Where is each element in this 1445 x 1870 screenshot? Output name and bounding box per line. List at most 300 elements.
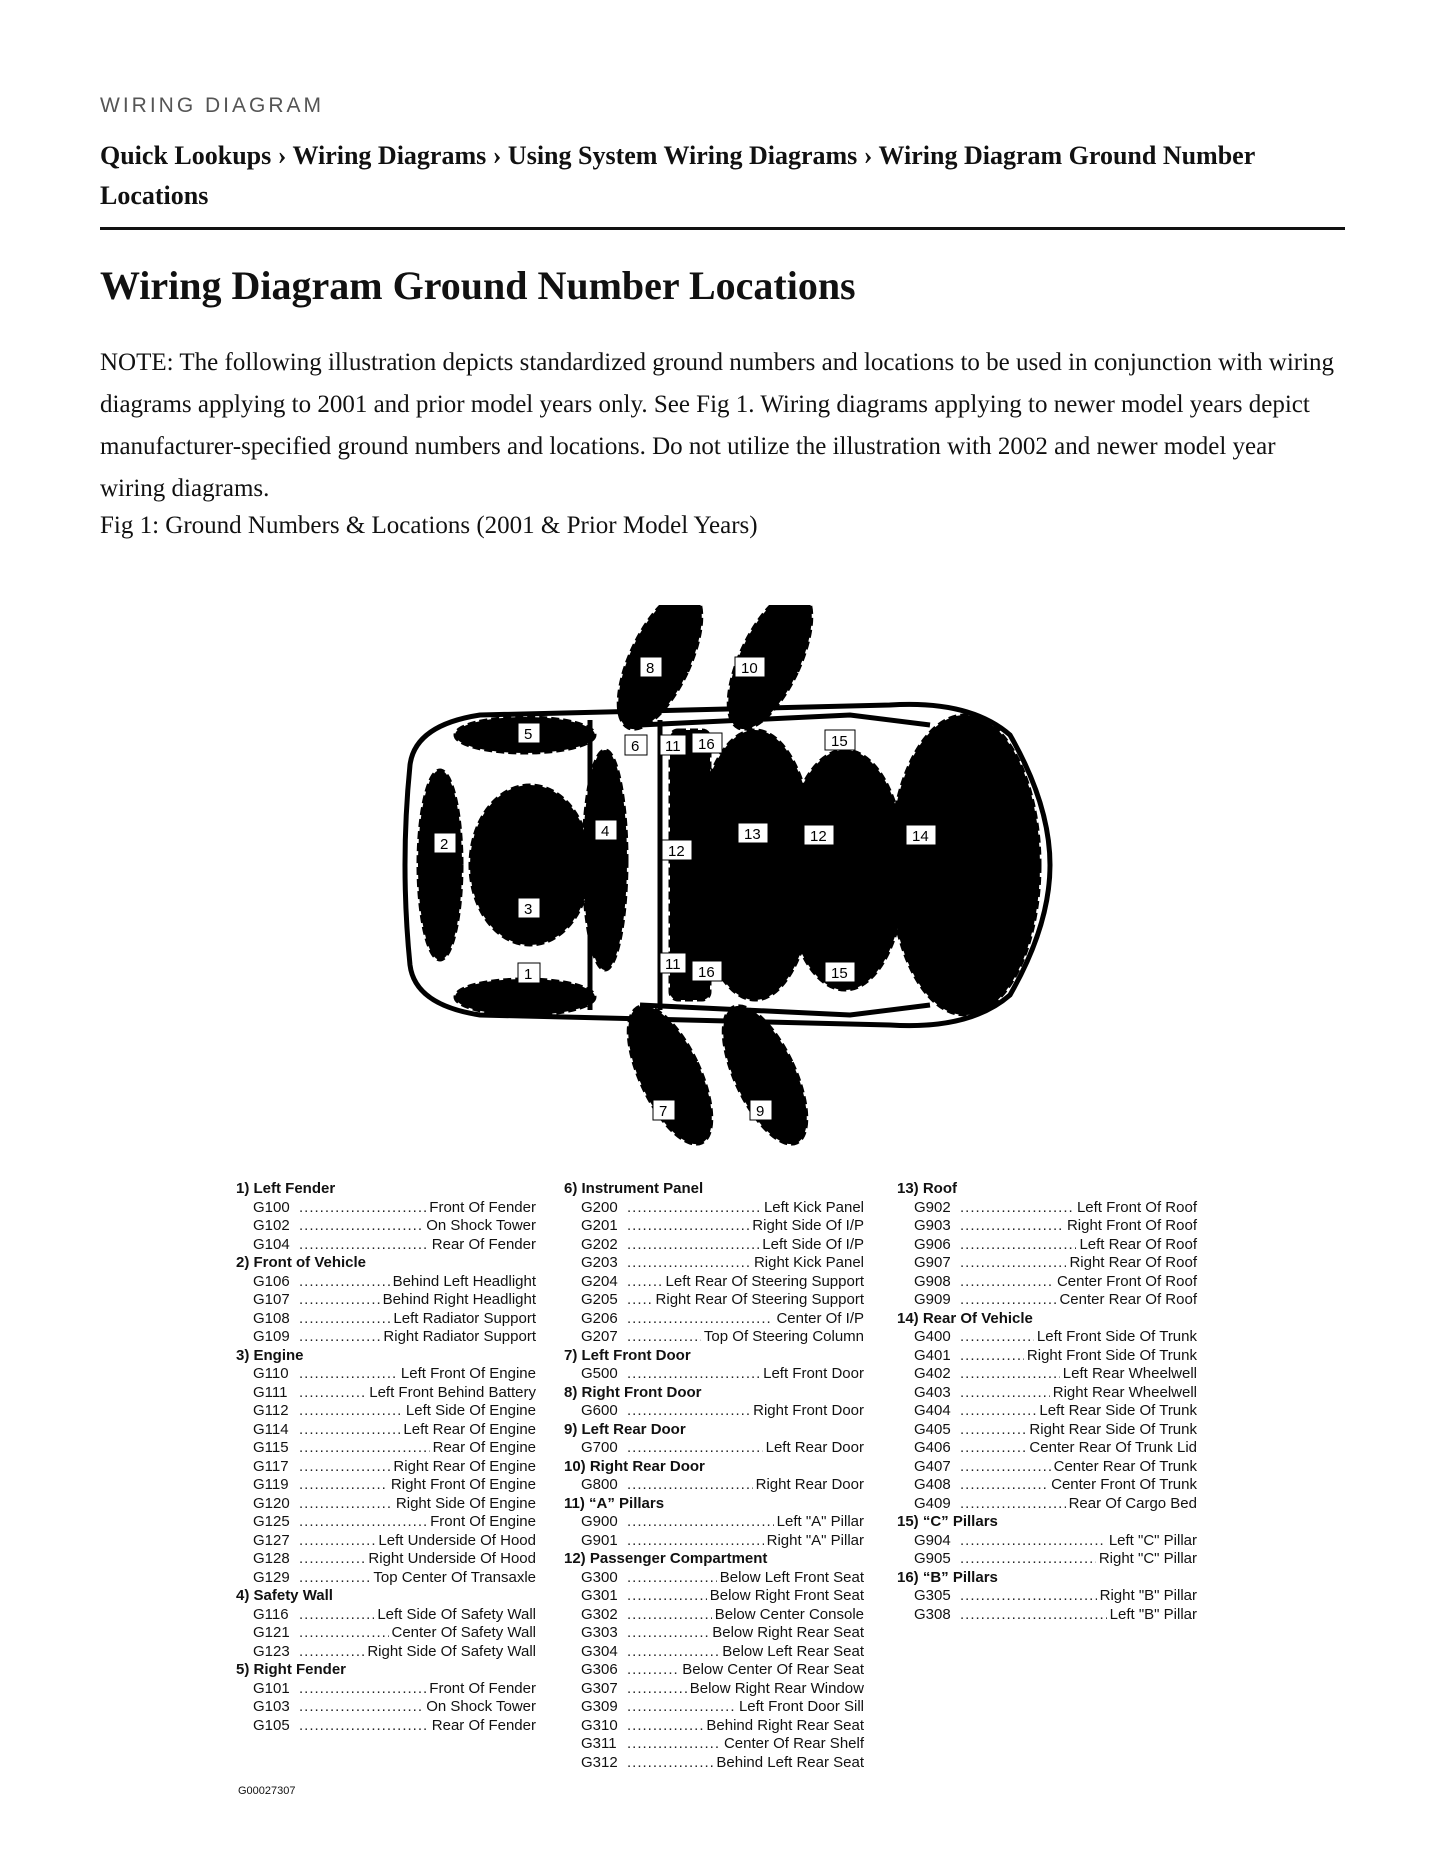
leader-dots — [299, 1421, 400, 1440]
leader-dots — [627, 1236, 759, 1255]
leader-dots — [627, 1643, 719, 1662]
ground-code: G500 — [581, 1365, 618, 1382]
legend-row — [236, 1402, 536, 1421]
leader-dots — [627, 1624, 709, 1643]
legend-row — [564, 1236, 864, 1255]
diagram-tag-13: 13 — [744, 826, 761, 843]
leader-dots — [299, 1550, 365, 1569]
legend-row — [897, 1365, 1197, 1384]
diagram-tag-16-bottom: 16 — [698, 964, 715, 981]
legend-row — [236, 1643, 536, 1662]
ground-code: G121 — [253, 1624, 290, 1641]
ground-code: G306 — [581, 1661, 618, 1678]
leader-dots — [299, 1402, 403, 1421]
ground-location: Rear Of Fender — [431, 1716, 536, 1734]
leader-dots — [627, 1328, 701, 1347]
leader-dots — [960, 1587, 1097, 1606]
leader-dots — [299, 1680, 426, 1699]
ground-location: Center Rear Of Trunk Lid — [1029, 1439, 1197, 1456]
ground-location: Left Rear Of Engine — [403, 1420, 536, 1438]
ground-code: G304 — [581, 1642, 618, 1660]
ground-locations-figure — [230, 585, 1230, 1815]
legend-group-title: 7) Left Front Door — [564, 1346, 691, 1364]
legend-group-title: 3) Engine — [236, 1346, 304, 1364]
legend-row — [564, 1735, 864, 1754]
leader-dots — [960, 1347, 1024, 1366]
legend-group-title: 5) Right Fender — [236, 1661, 347, 1678]
legend-row — [564, 1199, 864, 1218]
legend-row — [564, 1587, 864, 1606]
ground-location: Left Side Of I/P — [762, 1235, 864, 1253]
legend-group-title: 9) Left Rear Door — [564, 1420, 686, 1438]
ground-code: G404 — [914, 1402, 951, 1419]
ground-code: G307 — [581, 1679, 618, 1697]
ground-location: Center Front Of Trunk — [1051, 1476, 1197, 1493]
leader-dots — [960, 1384, 1050, 1403]
leader-dots — [299, 1217, 423, 1236]
leader-dots — [627, 1698, 736, 1717]
ground-location: Left Side Of Safety Wall — [377, 1605, 536, 1623]
legend-row — [236, 1569, 536, 1588]
leader-dots — [299, 1698, 423, 1717]
legend-group-title: 15) “C” Pillars — [897, 1513, 998, 1530]
diagram-tag-10: 10 — [741, 660, 758, 677]
ground-location: Rear Of Cargo Bed — [1068, 1494, 1197, 1512]
ground-location: Right Radiator Support — [383, 1328, 536, 1345]
ground-code: G406 — [914, 1439, 951, 1456]
ground-location: Below Right Front Seat — [709, 1587, 864, 1604]
leader-dots — [299, 1476, 388, 1495]
diagram-tag-15-bottom: 15 — [831, 965, 848, 982]
ground-code: G407 — [914, 1457, 951, 1475]
legend-row — [564, 1328, 864, 1347]
legend-row — [897, 1254, 1197, 1273]
legend-row — [897, 1402, 1197, 1421]
legend-group-title: 11) “A” Pillars — [564, 1494, 665, 1512]
ground-code: G106 — [253, 1272, 290, 1290]
leader-dots — [627, 1569, 717, 1588]
legend-row — [236, 1550, 536, 1569]
ground-location: Left Rear Of Roof — [1079, 1235, 1197, 1253]
ground-location: Behind Left Headlight — [392, 1272, 536, 1290]
leader-dots — [299, 1606, 374, 1625]
ground-code: G905 — [914, 1550, 951, 1567]
leader-dots — [627, 1254, 751, 1273]
legend-row — [897, 1347, 1197, 1366]
legend-row — [564, 1532, 864, 1551]
ground-location: Right Rear Of Steering Support — [655, 1291, 864, 1308]
leader-dots — [627, 1513, 774, 1532]
diagram-tag-9: 9 — [756, 1103, 765, 1120]
legend-row — [564, 1698, 864, 1717]
page-title: Wiring Diagram Ground Number Locations — [100, 263, 856, 308]
legend-row — [236, 1421, 536, 1440]
legend-row — [897, 1439, 1197, 1458]
ground-location: Left Rear Of Steering Support — [665, 1272, 864, 1290]
legend-group-title: 10) Right Rear Door — [564, 1457, 705, 1475]
legend-group-title: 16) “B” Pillars — [897, 1568, 998, 1586]
leader-dots — [299, 1310, 390, 1329]
ground-location: Right Front Side Of Trunk — [1026, 1346, 1197, 1364]
diagram-tag-15-top: 15 — [831, 733, 848, 750]
leader-dots — [960, 1439, 1026, 1458]
ground-code: G205 — [581, 1291, 618, 1308]
ground-location: Left Rear Side Of Trunk — [1039, 1402, 1197, 1419]
legend-row — [236, 1624, 536, 1643]
legend-row — [236, 1236, 536, 1255]
legend-column-1 — [236, 1180, 536, 1735]
ground-location: Front Of Fender — [429, 1198, 536, 1216]
ground-location: Center Of Safety Wall — [391, 1624, 536, 1641]
ground-location: Right Kick Panel — [753, 1254, 864, 1271]
ground-code: G402 — [914, 1365, 951, 1382]
leader-dots — [627, 1717, 703, 1736]
diagram-tag-16-top: 16 — [698, 736, 715, 753]
legend-row — [236, 1273, 536, 1292]
legend-row — [236, 1384, 536, 1403]
note-paragraph: NOTE: The following illustration depicts standardized ground numbers and locations to be used in conjunction with wiring diagrams applying to 2001 and prior model years only. See Fig 1. Wiring diagrams applying to newer model years depict manufacturer-specified ground numbers and locations. Do not utilize the illustration with 2002 and newer model year wiring diagrams. — [100, 349, 1335, 502]
legend-row — [236, 1365, 536, 1384]
leader-dots — [299, 1291, 380, 1310]
ground-location: Left Kick Panel — [763, 1198, 864, 1216]
leader-dots — [627, 1439, 763, 1458]
leader-dots — [627, 1754, 713, 1773]
legend-group-title: 1) Left Fender — [236, 1180, 336, 1197]
ground-code: G311 — [581, 1735, 617, 1752]
legend-row — [236, 1698, 536, 1717]
diagram-tag-12-left: 12 — [668, 843, 685, 860]
ground-code: G128 — [253, 1550, 290, 1567]
diagram-tag-11-top: 11 — [665, 738, 681, 755]
legend-row — [897, 1550, 1197, 1569]
ground-location: Behind Right Rear Seat — [706, 1716, 864, 1734]
leader-dots — [299, 1717, 429, 1736]
ground-location: Right Side Of Engine — [395, 1494, 536, 1512]
legend-row — [564, 1254, 864, 1273]
leader-dots — [299, 1643, 364, 1662]
legend-row — [897, 1495, 1197, 1514]
legend-row — [564, 1643, 864, 1662]
breadcrumb-quick-lookups[interactable]: Quick Lookups — [100, 141, 272, 170]
ground-location: Behind Left Rear Seat — [716, 1753, 864, 1771]
legend-row — [897, 1273, 1197, 1292]
leader-dots — [627, 1735, 721, 1754]
legend-row — [564, 1402, 864, 1421]
ground-code: G104 — [253, 1235, 290, 1253]
ground-code: G102 — [253, 1217, 290, 1234]
breadcrumb-separator: › — [863, 141, 873, 170]
ground-code: G100 — [253, 1198, 290, 1216]
leader-dots — [627, 1273, 663, 1292]
ground-code: G200 — [581, 1198, 618, 1216]
leader-dots — [299, 1439, 430, 1458]
leader-dots — [627, 1199, 761, 1218]
ground-location: Top Center Of Transaxle — [373, 1568, 536, 1586]
diagram-tag-12-right: 12 — [810, 828, 827, 845]
ground-location: Left "C" Pillar — [1108, 1531, 1197, 1549]
ground-code: G129 — [253, 1568, 290, 1586]
breadcrumb-wiring-diagrams[interactable]: Wiring Diagrams — [292, 141, 487, 170]
legend-row — [897, 1476, 1197, 1495]
diagram-tag-4: 4 — [601, 823, 610, 840]
ground-code: G127 — [253, 1531, 290, 1549]
leader-dots — [960, 1291, 1056, 1310]
legend-row — [236, 1217, 536, 1236]
ground-code: G312 — [581, 1753, 618, 1771]
leader-dots — [299, 1273, 390, 1292]
leader-dots — [627, 1606, 712, 1625]
leader-dots — [627, 1291, 653, 1310]
legend-row — [236, 1495, 536, 1514]
ground-code: G303 — [581, 1624, 618, 1641]
legend-row — [897, 1532, 1197, 1551]
ground-code: G123 — [253, 1642, 290, 1660]
ground-code: G117 — [253, 1457, 289, 1475]
legend-row — [564, 1569, 864, 1588]
legend-row — [564, 1717, 864, 1736]
diagram-tag-3: 3 — [524, 901, 533, 918]
leader-dots — [960, 1365, 1060, 1384]
legend-group-title: 8) Right Front Door — [564, 1383, 702, 1401]
legend-row — [897, 1384, 1197, 1403]
ground-location: Right "C" Pillar — [1098, 1550, 1197, 1567]
ground-location: Left "A" Pillar — [776, 1513, 864, 1530]
legend-row — [564, 1754, 864, 1773]
leader-dots — [299, 1365, 398, 1384]
ground-code: G901 — [581, 1531, 618, 1549]
ground-location: Left Rear Door — [765, 1439, 864, 1456]
ground-code: G308 — [914, 1605, 951, 1623]
leader-dots — [960, 1402, 1036, 1421]
ground-code: G700 — [581, 1439, 618, 1456]
leader-dots — [299, 1458, 390, 1477]
ground-code: G309 — [581, 1698, 618, 1715]
ground-location: Below Center Console — [714, 1605, 864, 1623]
ground-code: G401 — [914, 1346, 951, 1364]
ground-code: G112 — [253, 1402, 289, 1419]
leader-dots — [960, 1273, 1054, 1292]
ground-location: Behind Right Headlight — [382, 1291, 536, 1308]
ground-code: G909 — [914, 1291, 951, 1308]
legend-row — [564, 1661, 864, 1680]
legend-group-title: 2) Front of Vehicle — [236, 1254, 367, 1271]
ground-code: G101 — [253, 1679, 290, 1697]
legend-row — [564, 1291, 864, 1310]
leader-dots — [960, 1550, 1096, 1569]
legend-row — [564, 1217, 864, 1236]
ground-location: Rear Of Engine — [432, 1439, 536, 1456]
legend-row — [564, 1310, 864, 1329]
leader-dots — [960, 1254, 1066, 1273]
legend-row — [236, 1199, 536, 1218]
ground-code: G204 — [581, 1272, 618, 1290]
legend-row — [236, 1513, 536, 1532]
ground-location: Top Of Steering Column — [703, 1328, 864, 1345]
ground-code: G119 — [253, 1476, 289, 1493]
legend-row — [897, 1199, 1197, 1218]
leader-dots — [627, 1310, 773, 1329]
ground-code: G206 — [581, 1309, 618, 1327]
leader-dots — [299, 1624, 389, 1643]
ground-location: Center Rear Of Roof — [1059, 1291, 1197, 1308]
ground-code: G310 — [581, 1716, 618, 1734]
ground-location: Right "A" Pillar — [766, 1531, 864, 1549]
ground-code: G904 — [914, 1531, 951, 1549]
leader-dots — [299, 1495, 393, 1514]
breadcrumb — [100, 136, 1340, 216]
legend-row — [897, 1606, 1197, 1625]
diagram-tag-1: 1 — [524, 966, 533, 983]
ground-code: G103 — [253, 1698, 290, 1715]
leader-dots — [299, 1199, 426, 1218]
ground-location: Right Front Of Engine — [390, 1476, 536, 1493]
ground-location: On Shock Tower — [426, 1217, 536, 1234]
legend-row — [236, 1532, 536, 1551]
leader-dots — [299, 1384, 366, 1403]
ground-code: G403 — [914, 1383, 951, 1401]
legend-row — [897, 1217, 1197, 1236]
breadcrumb-using-system-wiring-diagrams[interactable]: Using System Wiring Diagrams — [507, 141, 858, 170]
ground-code: G116 — [253, 1605, 289, 1623]
ground-code: G110 — [253, 1365, 289, 1382]
ground-location: Right "B" Pillar — [1099, 1587, 1197, 1604]
ground-code: G125 — [253, 1513, 290, 1530]
figure-caption: Fig 1: Ground Numbers & Locations (2001 & Prior Model Years) — [100, 512, 758, 539]
ground-location: Center Of Rear Shelf — [723, 1735, 864, 1752]
leader-dots — [960, 1606, 1107, 1625]
ground-location: Left Underside Of Hood — [378, 1531, 536, 1549]
ground-location: Right Rear Door — [755, 1476, 864, 1493]
legend-row — [564, 1513, 864, 1532]
legend-group-title: 6) Instrument Panel — [564, 1180, 704, 1197]
diagram-tag-8: 8 — [646, 660, 655, 677]
ground-code: G903 — [914, 1217, 951, 1234]
ground-location: Rear Of Fender — [431, 1235, 536, 1253]
breadcrumb-separator: › — [277, 141, 287, 170]
ground-location: Right Rear Side Of Trunk — [1029, 1420, 1197, 1438]
leader-dots — [299, 1532, 375, 1551]
legend-row — [564, 1439, 864, 1458]
ground-location: Left Front Door — [763, 1365, 864, 1382]
legend-row — [236, 1606, 536, 1625]
leader-dots — [960, 1421, 1026, 1440]
ground-code: G408 — [914, 1476, 951, 1493]
legend-group-title: 14) Rear Of Vehicle — [897, 1309, 1033, 1327]
leader-dots — [960, 1458, 1051, 1477]
ground-location: On Shock Tower — [426, 1698, 536, 1715]
ground-code: G400 — [914, 1328, 951, 1345]
diagram-tag-2: 2 — [440, 836, 449, 853]
ground-code: G300 — [581, 1568, 618, 1586]
section-eyebrow: WIRING DIAGRAM — [100, 94, 324, 117]
ground-code: G108 — [253, 1309, 290, 1327]
leader-dots — [960, 1495, 1066, 1514]
diagram-tag-5: 5 — [524, 726, 533, 743]
legend-group-title: 4) Safety Wall — [236, 1587, 333, 1604]
leader-dots — [960, 1532, 1106, 1551]
ground-location: Right Rear Of Engine — [393, 1457, 536, 1475]
legend-row — [564, 1365, 864, 1384]
leader-dots — [299, 1328, 380, 1347]
ground-code: G203 — [581, 1254, 618, 1271]
legend-row — [897, 1328, 1197, 1347]
legend-row — [236, 1680, 536, 1699]
ground-location: Right Underside Of Hood — [368, 1550, 536, 1567]
leader-dots — [627, 1365, 760, 1384]
legend-row — [897, 1587, 1197, 1606]
vehicle-ground-diagram — [370, 605, 1070, 1175]
ground-code: G111 — [253, 1383, 288, 1401]
diagram-tag-6: 6 — [631, 738, 640, 755]
leader-dots — [960, 1217, 1064, 1236]
ground-code: G405 — [914, 1420, 951, 1438]
leader-dots — [960, 1236, 1076, 1255]
leader-dots — [627, 1532, 764, 1551]
leader-dots — [299, 1569, 370, 1588]
ground-code: G409 — [914, 1494, 951, 1512]
leader-dots — [299, 1236, 429, 1255]
ground-code: G201 — [581, 1217, 618, 1234]
legend-row — [897, 1421, 1197, 1440]
ground-location: Center Rear Of Trunk — [1053, 1457, 1197, 1475]
ground-location: Right Front Of Roof — [1066, 1217, 1197, 1234]
legend-row — [236, 1291, 536, 1310]
legend-row — [236, 1439, 536, 1458]
legend-row — [564, 1606, 864, 1625]
ground-code: G900 — [581, 1513, 618, 1530]
ground-code: G107 — [253, 1291, 290, 1308]
ground-code: G906 — [914, 1235, 951, 1253]
legend-row — [564, 1680, 864, 1699]
ground-location: Right Side Of I/P — [752, 1217, 864, 1234]
leader-dots — [627, 1680, 687, 1699]
ground-code: G202 — [581, 1235, 618, 1253]
ground-location: Left "B" Pillar — [1109, 1605, 1197, 1623]
legend-group-title: 13) Roof — [897, 1180, 957, 1197]
ground-location: Right Side Of Safety Wall — [367, 1642, 536, 1660]
ground-location: Below Left Front Seat — [719, 1568, 864, 1586]
ground-code: G115 — [253, 1439, 289, 1456]
ground-location: Left Front Side Of Trunk — [1036, 1328, 1197, 1345]
ground-location: Right Rear Wheelwell — [1052, 1383, 1197, 1401]
leader-dots — [960, 1328, 1034, 1347]
ground-location: Center Of I/P — [776, 1309, 864, 1327]
legend-row — [564, 1624, 864, 1643]
ground-location: Front Of Engine — [430, 1513, 536, 1530]
ground-location: Left Front Of Engine — [400, 1365, 536, 1382]
ground-location: Left Rear Wheelwell — [1062, 1365, 1197, 1382]
figure-id: G00027307 — [238, 1785, 296, 1797]
ground-location: Right Front Door — [753, 1402, 864, 1419]
ground-location: Center Front Of Roof — [1056, 1272, 1197, 1290]
ground-code: G105 — [253, 1716, 290, 1734]
leader-dots — [627, 1402, 750, 1421]
leader-dots — [627, 1587, 707, 1606]
ground-code: G902 — [914, 1198, 951, 1216]
diagram-tag-7: 7 — [659, 1103, 668, 1120]
legend-column-2 — [564, 1180, 864, 1772]
legend-row — [236, 1328, 536, 1347]
ground-code: G302 — [581, 1605, 618, 1623]
ground-code: G305 — [914, 1587, 951, 1604]
legend-row — [236, 1458, 536, 1477]
ground-code: G207 — [581, 1328, 618, 1345]
header-divider — [100, 227, 1345, 230]
legend-column-3 — [897, 1180, 1197, 1624]
leader-dots — [960, 1199, 1074, 1218]
legend-row — [897, 1291, 1197, 1310]
leader-dots — [299, 1513, 427, 1532]
